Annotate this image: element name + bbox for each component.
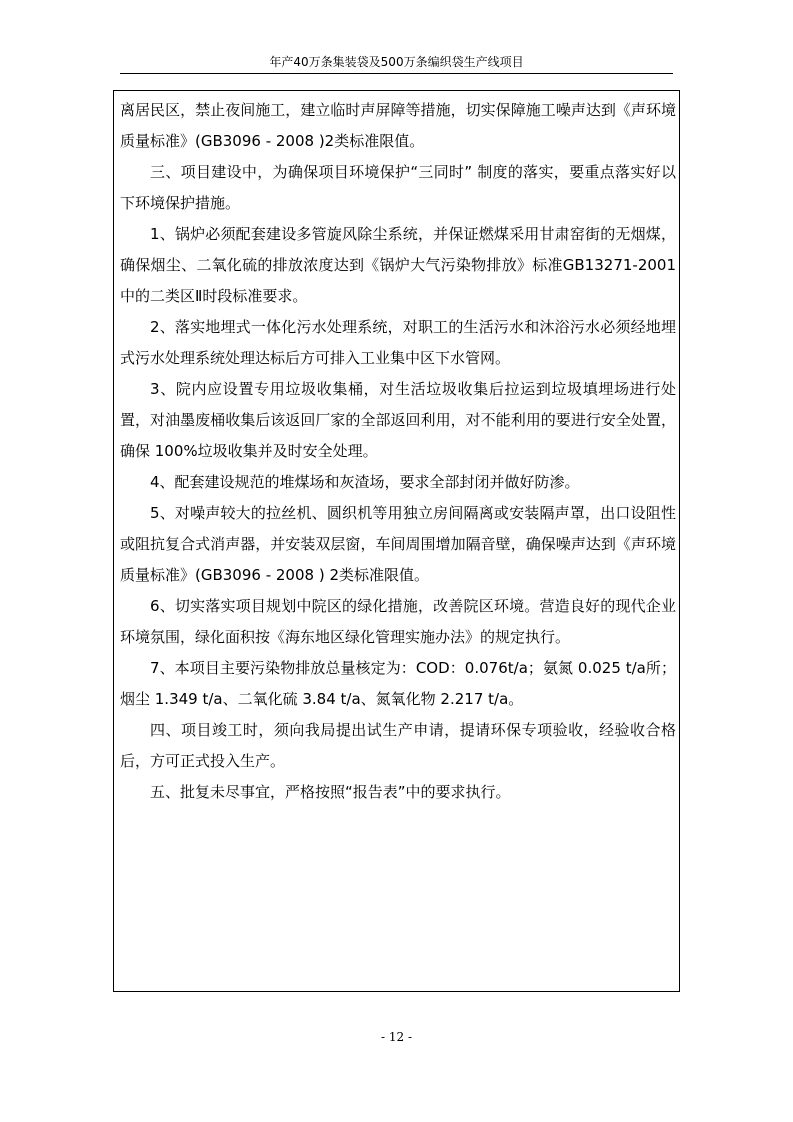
paragraph-continuation: 离居民区，禁止夜间施工，建立临时声屏障等措施，切实保障施工噪声达到《声环境质量标准》(GB3096 - 2008 )2类标准限值。: [120, 101, 676, 150]
paragraph-item-7: 7、本项目主要污染物排放总量核定为：COD：0.076t/a；氨氮 0.025 t/a所；烟尘 1.349 t/a、二氧化硫 3.84 t/a、氮氧化物 2.217 t/a。: [120, 659, 676, 708]
paragraph-section-three: 三、项目建设中，为确保项目环境保护“三同时” 制度的落实，要重点落实好以下环境保护措施。: [120, 163, 676, 212]
paragraph-item-1: 1、锅炉必须配套建设多管旋风除尘系统，并保证燃煤采用甘肃窑街的无烟煤，确保烟尘、二氧化硫的排放浓度达到《锅炉大气污染物排放》标准GB13271-2001中的二类区Ⅱ时段标准要求。: [120, 225, 676, 305]
approval-text: [120, 95, 676, 808]
paragraph-item-2: 2、落实地埋式一体化污水处理系统，对职工的生活污水和沐浴污水必须经地埋式污水处理系统处理达标后方可排入工业集中区下水管网。: [120, 318, 676, 367]
paragraph-section-four: 四、项目竣工时，须向我局提出试生产申请，提请环保专项验收，经验收合格后，方可正式投入生产。: [120, 721, 676, 770]
header-divider: [120, 73, 673, 74]
running-header-title: 年产40万条集装袋及500万条编织袋生产线项目: [269, 55, 524, 69]
paragraph-section-five: 五、批复未尽事宜，严格按照“报告表”中的要求执行。: [150, 783, 511, 801]
paragraph-item-4: 4、配套建设规范的堆煤场和灰渣场，要求全部封闭并做好防渗。: [150, 473, 580, 491]
paragraph-item-3: 3、院内应设置专用垃圾收集桶，对生活垃圾收集后拉运到垃圾填埋场进行处置，对油墨废桶收集后该返回厂家的全部返回利用，对不能利用的要进行安全处置，确保 100%垃圾收集并及时安全处理。: [120, 380, 676, 460]
paragraph-item-6: 6、切实落实项目规划中院区的绿化措施，改善院区环境。营造良好的现代企业环境氛围，绿化面积按《海东地区绿化管理实施办法》的规定执行。: [120, 597, 676, 646]
page-number: - 12 -: [380, 1030, 412, 1044]
approval-content-box: [113, 90, 680, 992]
paragraph-item-5: 5、对噪声较大的拉丝机、圆织机等用独立房间隔离或安装隔声罩，出口设阻性或阻抗复合式消声器，并安装双层窗，车间周围增加隔音壁，确保噪声达到《声环境质量标准》(GB3096 - 2008 ) 2类标准限值。: [120, 504, 676, 584]
